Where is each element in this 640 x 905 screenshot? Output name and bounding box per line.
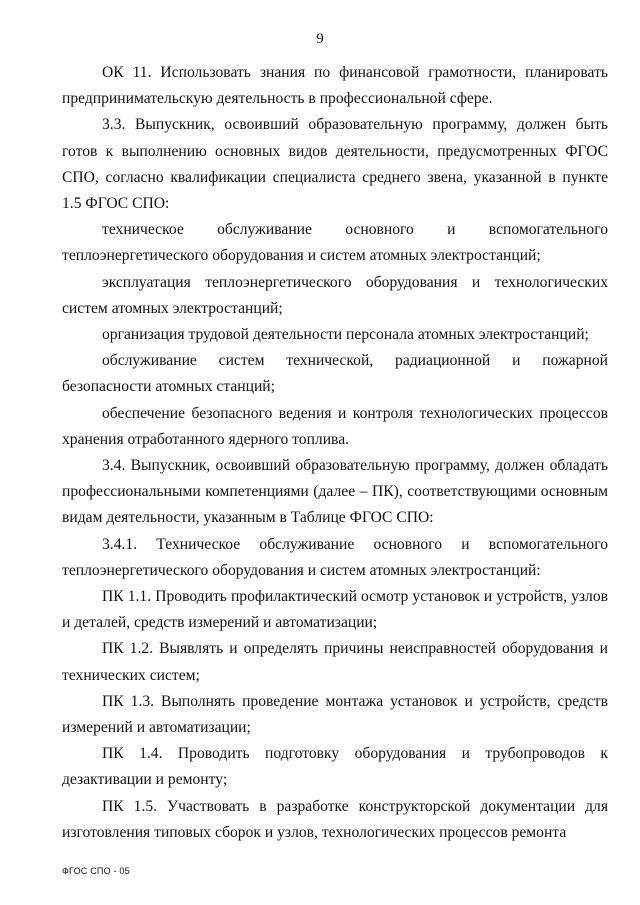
- page-number: 9: [316, 31, 324, 47]
- document-footer-code: ФГОС СПО - 05: [62, 866, 130, 876]
- paragraph-ok-11: ОК 11. Использовать знания по финансовой грамотности, планировать предпринимательскую деятельность в профессиональной сфере.: [62, 64, 608, 108]
- list-item-activity-5: обеспечение безопасного ведения и контроля технологических процессов хранения отработанного ядерного топлива.: [62, 404, 608, 448]
- paragraph-3-4: 3.4. Выпускник, освоивший образовательную программу, должен обладать профессиональными компетенциями (далее – ПК), соответствующими основным видам деятельности, указанным в Таблице ФГОС СПО:: [62, 457, 608, 527]
- list-item-activity-4: обслуживание систем технической, радиационной и пожарной безопасности атомных станций;: [62, 352, 608, 396]
- list-item-activity-2: эксплуатация теплоэнергетического оборудования и технологических систем атомных электростанций;: [62, 273, 608, 317]
- list-item-activity-1: техническое обслуживание основного и вспомогательного теплоэнергетического оборудования и систем атомных электростанций;: [62, 221, 608, 265]
- competence-pk-1-3: ПК 1.3. Выполнять проведение монтажа установок и устройств, средств измерений и автоматизации;: [62, 692, 608, 737]
- document-body: [62, 60, 608, 846]
- list-item-activity-3: организация трудовой деятельности персонала атомных электростанций;: [102, 326, 589, 344]
- competence-pk-1-4: ПК 1.4. Проводить подготовку оборудования и трубопроводов к дезактивации и ремонту;: [62, 745, 608, 789]
- competence-pk-1-2: ПК 1.2. Выявлять и определять причины неисправностей оборудования и технических систем;: [62, 640, 608, 684]
- paragraph-3-3: 3.3. Выпускник, освоивший образовательную программу, должен быть готов к выполнению основных видов деятельности, предусмотренных ФГОС СПО, согласно квалификации специалиста среднего звена, указанной в пункте 1.5 ФГОС СПО:: [62, 116, 608, 213]
- competence-pk-1-5: ПК 1.5. Участвовать в разработке конструкторской документации для изготовления типовых сборок и узлов, технологических процессов ремонта: [62, 797, 608, 841]
- paragraph-3-4-1: 3.4.1. Техническое обслуживание основного и вспомогательного теплоэнергетического оборудования и систем атомных электростанций:: [62, 535, 608, 579]
- competence-pk-1-1: ПК 1.1. Проводить профилактический осмотр установок и устройств, узлов и деталей, средств измерений и автоматизации;: [62, 588, 608, 632]
